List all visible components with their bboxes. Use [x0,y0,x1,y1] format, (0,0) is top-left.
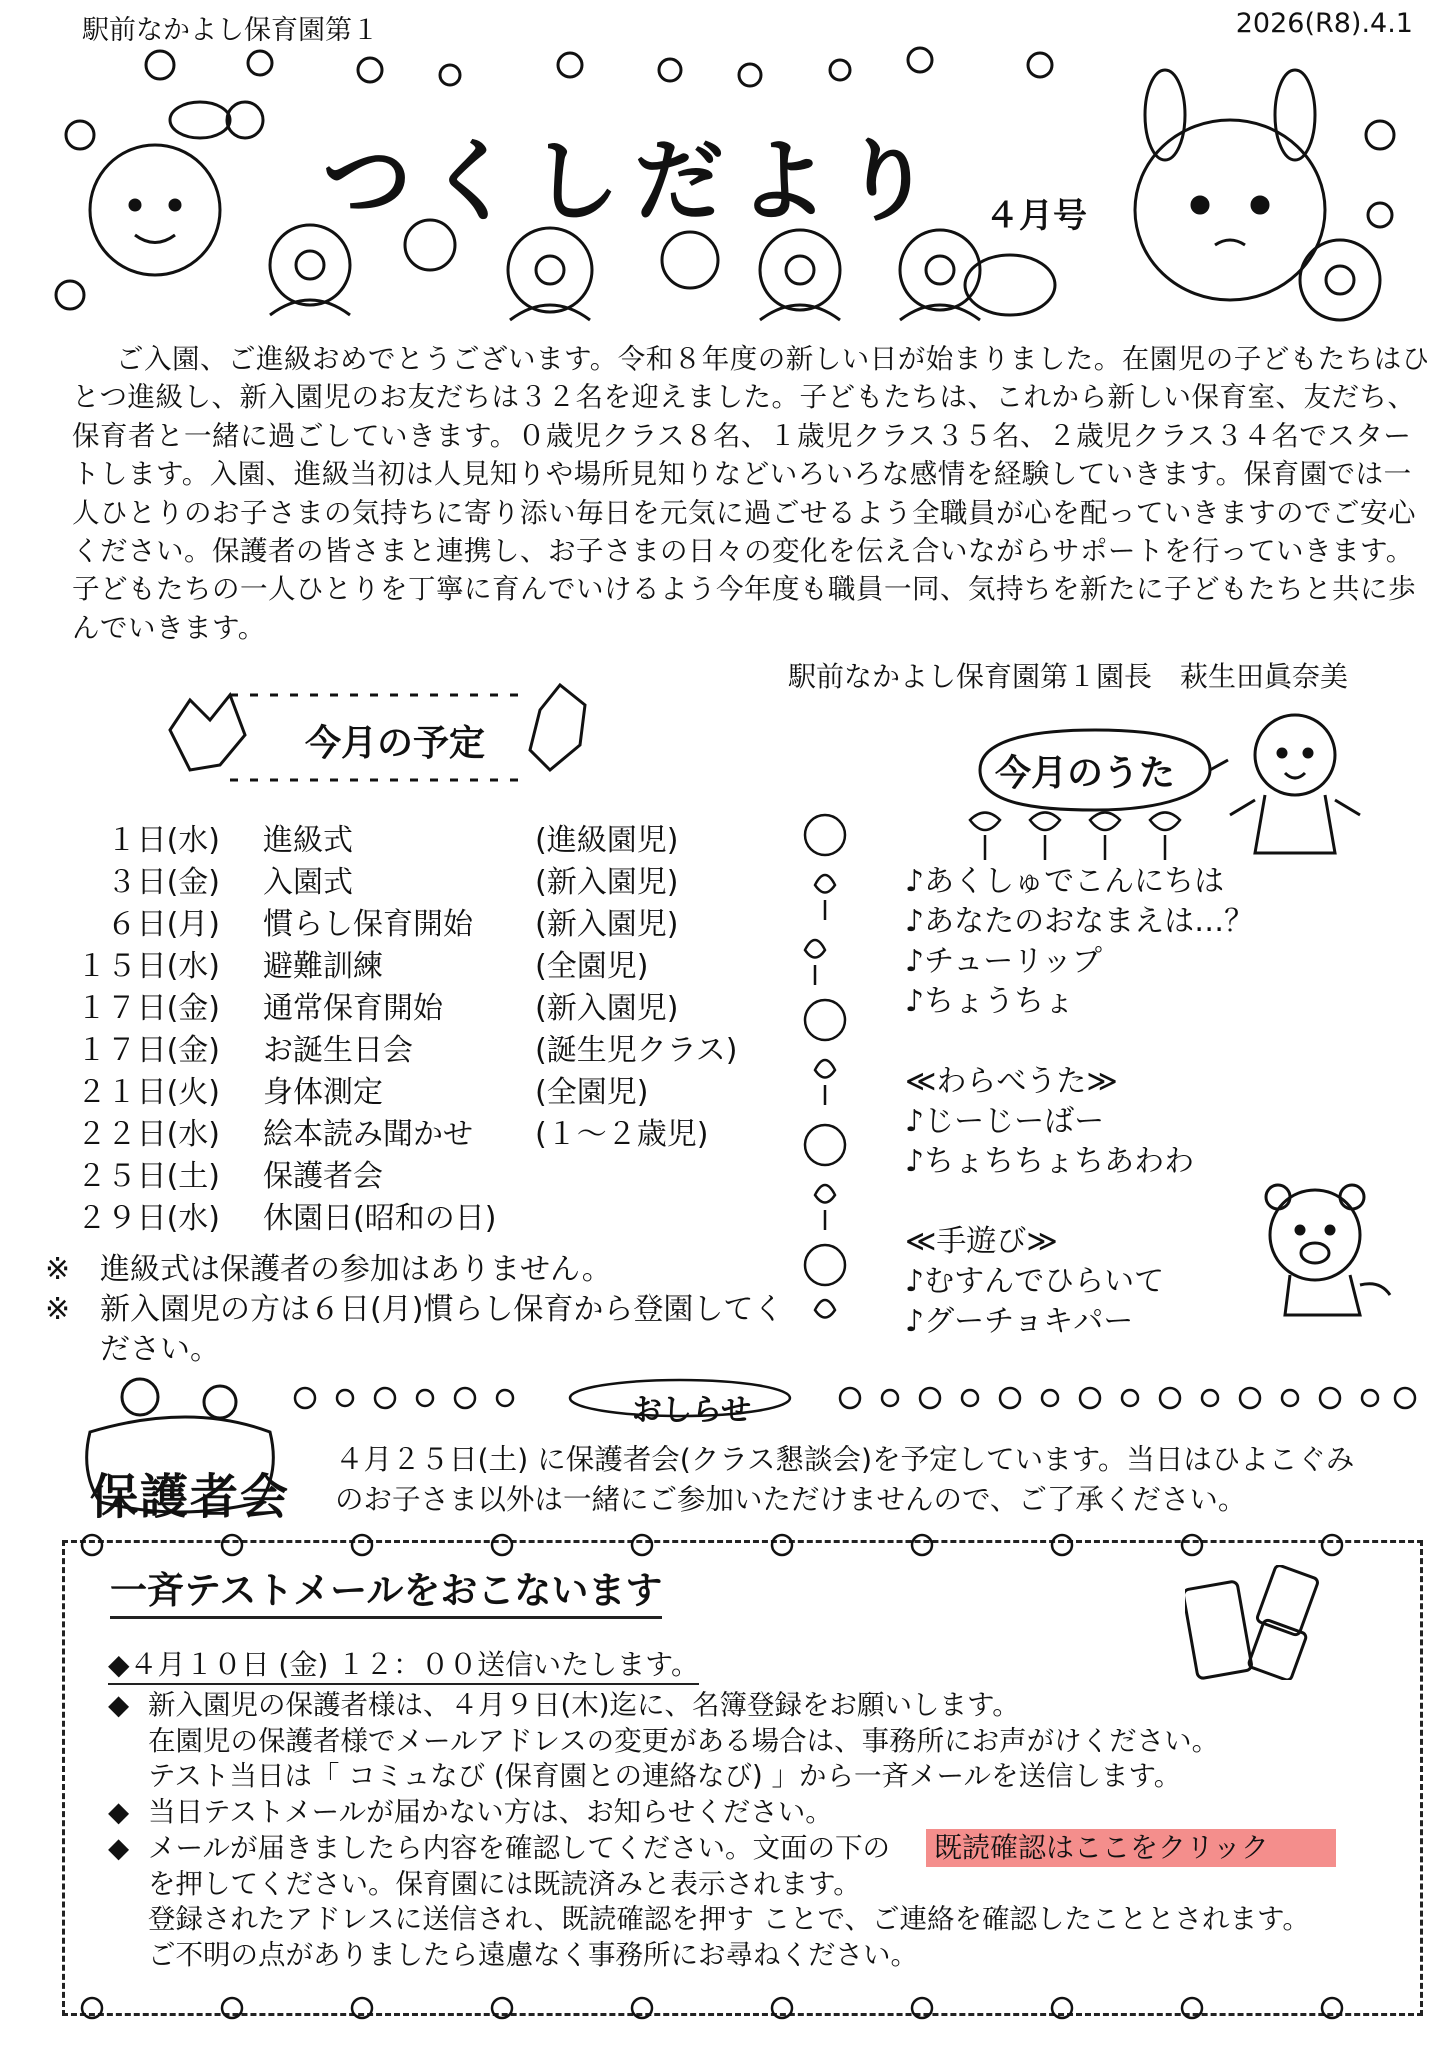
note-mark: ※ [45,1252,71,1287]
issue-number: ４月号 [985,196,1087,236]
read-confirm-button[interactable]: 既読確認はここをクリック [926,1829,1336,1867]
schedule-date: １日(水) [106,823,220,858]
schedule-event: 絵本読み聞かせ [263,1117,473,1152]
character-face-icon [90,145,220,275]
parents-meeting-title: 保護者会 [90,1469,291,1525]
song-line: ♪グーチョキパー [905,1304,1134,1339]
school-name: 駅前なかよし保育園第１ [82,15,379,46]
tulip-column-icon [790,810,860,1330]
song-category: ≪手遊び≫ [905,1224,1058,1259]
note-line [45,1290,785,1370]
songs-list [905,862,1254,1342]
schedule-event: 休園日(昭和の日) [263,1201,497,1236]
phone-icon [1185,1565,1330,1680]
schedule-date: １５日(水) [76,949,220,984]
song-spacer [905,1022,1254,1062]
song-line: ♪あなたのおなまえは…？ [905,904,1255,939]
schedule-event: 入園式 [263,865,353,900]
schedule-note: (新入園児) [535,991,679,1026]
note-text: 進級式は保護者の参加はありません。 [100,1252,612,1287]
bullet-icon: ◆ [108,1796,130,1828]
bear-icon [1240,1175,1400,1320]
song-category: ≪わらべうた≫ [905,1064,1118,1099]
schedule-event: 避難訓練 [263,949,383,984]
mail-heading: 一斉テストメールをおこないます [110,1560,662,1619]
schedule-date: ６日(月) [106,907,220,942]
bunny-icon [1135,120,1325,300]
song-line: ♪ちょちちょちあわわ [905,1144,1195,1179]
schedule-date: ３日(金) [106,865,220,900]
schedule-date: ２９日(水) [76,1201,220,1236]
mail-send-date: ◆４月１０日 (金) １２：００送信いたします。 [108,1643,699,1685]
schedule-date: １７日(金) [76,1033,220,1068]
schedule-note: (全園児) [535,1075,649,1110]
schedule-date: １７日(金) [76,991,220,1026]
song-line: ♪じーじーばー [905,1104,1105,1139]
schedule-note: (全園児) [535,949,649,984]
songs-heading: 今月のうた [995,753,1176,794]
issue-date: 2026(R8).4.1 [1235,8,1413,39]
schedule-note: (誕生児クラス) [535,1033,738,1068]
bullet-icon: ◆ [108,1832,130,1864]
song-line: ♪ちょうちょ [905,984,1075,1019]
schedule-note: (新入園児) [535,907,679,942]
schedule-date: ２５日(土) [76,1159,220,1194]
schedule-event: お誕生日会 [263,1033,413,1068]
bullet-icon: ◆ [108,1689,130,1721]
schedule-date: ２２日(水) [76,1117,220,1152]
intro-paragraph: ご入園、ご進級おめでとうございます。令和８年度の新しい日が始まりました。在園児の子どもたちはひとつ進級し、新入園児のお友だちは３２名を迎えました。子どもたちは、これから新しい保育室、友だち、保育者と一緒に過ごしていきます。０歳児クラス８名、１歳児クラス３５名、２歳児クラス３４名でスタートします。入園、進級当初は人見知りや場所見知りなどいろいろな感情を経験していきます。保育園では一人ひとりのお子さまの気持ちに寄り添い毎日を元気に過ごせるよう全職員が心を配っていきますのでご安心ください。保護者の皆さまと連携し、お子さまの日々の変化を伝え合いながらサポートを行っていきます。子どもたちの一人ひとりを丁寧に育んでいけるよう今年度も職員一同、気持ちを新たに子どもたちと共に歩んでいきます。 [72,343,1430,644]
note-line [45,1250,785,1290]
mail-item-line: ご不明の点がありましたら遠慮なく事務所にお尋ねください。 [148,1938,918,1971]
schedule-event: 保護者会 [263,1159,383,1194]
song-line: ♪あくしゅでこんにちは [905,864,1225,899]
newsletter-title: つくしだより [322,129,946,234]
song-spacer [905,1182,1254,1222]
mail-item-line: メールが届きましたら内容を確認してください。文面の下の [148,1832,890,1864]
mail-item-line: 新入園児の保護者様は、４月９日(木)迄に、名簿登録をお願いします。 [148,1689,1020,1721]
schedule-date: ２１日(火) [76,1075,220,1110]
principal-signature: 駅前なかよし保育園第１園長 萩生田眞奈美 [788,660,1349,693]
flower-border-icon [62,1530,1417,1560]
schedule-heading: 今月の予定 [305,723,486,764]
mail-item-line: テスト当日は「 コミュなび (保育園との連絡なび) 」から一斉メールを送信します。 [148,1760,1182,1792]
schedule-note: (進級園児) [535,823,679,858]
flower-border-icon [290,1378,1420,1418]
mail-item-line: 在園児の保護者様でメールアドレスの変更がある場合は、事務所にお声がけください。 [148,1724,1220,1757]
song-line: ♪チューリップ [905,944,1103,979]
tulip-row-icon [960,805,1210,860]
mail-item-line: を押してください。保育園には既読済みと表示されます。 [148,1867,861,1900]
note-text: 新入園児の方は６日(月)慣らし保育から登園してください。 [100,1292,784,1367]
schedule-notes [45,1250,785,1370]
meeting-notice-text: ４月２５日(土) に保護者会(クラス懇談会)を予定しています。当日はひよこぐみ のお子さま以外は一緒にご参加いただけませんので、ご了承ください。 [335,1443,1355,1516]
girl-waving-icon [1220,705,1370,855]
schedule-note: (１～２歳児) [535,1117,709,1152]
schedule-event: 通常保育開始 [263,991,443,1026]
note-mark: ※ [45,1292,71,1327]
schedule-event: 慣らし保育開始 [263,907,473,942]
notice-label: おしらせ [632,1393,752,1428]
schedule-note: (新入園児) [535,865,679,900]
schedule-event: 進級式 [263,823,353,858]
song-line: ♪むすんでひらいて [905,1264,1165,1299]
schedule-event: 身体測定 [263,1075,383,1110]
flower-border-icon [62,1993,1417,2023]
mail-item-line: 当日テストメールが届かない方は、お知らせください。 [148,1796,833,1828]
mail-item-line: 登録されたアドレスに送信され、既読確認を押す ことで、ご連絡を確認したこととされます。 [148,1903,1310,1935]
